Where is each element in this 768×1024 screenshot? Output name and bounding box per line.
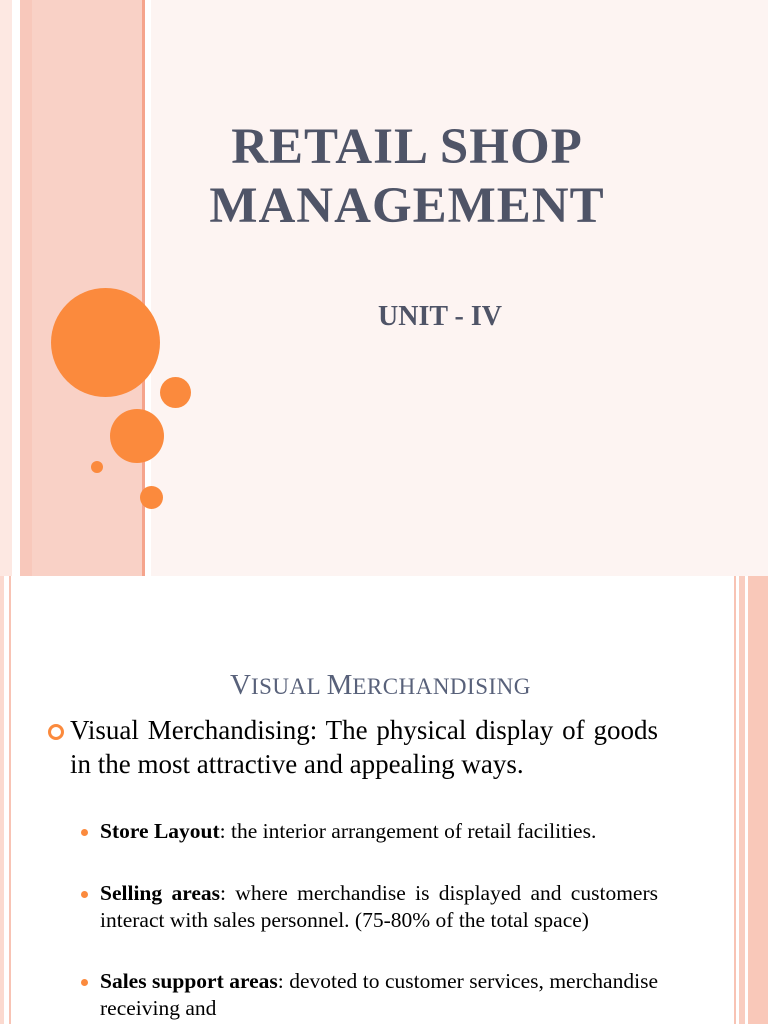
- decorative-stripe: [12, 0, 20, 576]
- decorative-stripe: [9, 576, 11, 1024]
- decorative-stripe: [734, 576, 736, 1024]
- title-small-caps: ISUAL: [250, 674, 327, 699]
- sub-bullet-term: Sales support areas: [100, 969, 278, 993]
- decorative-circle: [110, 409, 164, 463]
- bullet-dot-icon: [81, 829, 88, 836]
- decorative-circle: [91, 461, 103, 473]
- decorative-stripe: [20, 0, 32, 576]
- sub-bullet: [100, 818, 658, 845]
- decorative-circle: [51, 288, 160, 397]
- title-capital: V: [230, 669, 251, 701]
- sub-bullet-text: : where merchandise is displayed and customers interact with sales personnel. (75-80% of the total space): [100, 881, 658, 932]
- sub-bullet: [100, 968, 658, 1022]
- sub-bullet-text: : devoted to customer services, merchandise receiving and: [100, 969, 658, 1020]
- section-title: [230, 668, 531, 704]
- slide-subtitle: UNIT - IV: [378, 301, 502, 332]
- content-slide: [0, 576, 768, 1024]
- title-capital: M: [326, 669, 353, 701]
- main-bullet-text: Visual Merchandising: The physical display of goods in the most attractive and appealing ways.: [70, 715, 658, 779]
- bullet-dot-icon: [81, 979, 88, 986]
- decorative-circle: [140, 486, 163, 509]
- decorative-stripe: [32, 0, 142, 576]
- decorative-circle: [160, 377, 191, 408]
- sub-bullet: [100, 880, 658, 934]
- title-small-caps: ERCHANDISING: [352, 674, 531, 699]
- slide-title-line-2: MANAGEMENT: [209, 178, 605, 234]
- sub-bullet-term: Store Layout: [100, 819, 220, 843]
- slide-title: [170, 118, 644, 236]
- bullet-dot-icon: [81, 891, 88, 898]
- decorative-stripe: [0, 0, 12, 576]
- bullet-ring-icon: [48, 724, 64, 740]
- decorative-stripe: [739, 576, 745, 1024]
- sub-bullet-text: : the interior arrangement of retail facilities.: [219, 819, 597, 843]
- slide-title-line-1: RETAIL SHOP: [231, 119, 583, 175]
- sub-bullet-term: Selling areas: [100, 881, 221, 905]
- decorative-stripe: [748, 576, 768, 1024]
- decorative-stripe: [0, 576, 4, 1024]
